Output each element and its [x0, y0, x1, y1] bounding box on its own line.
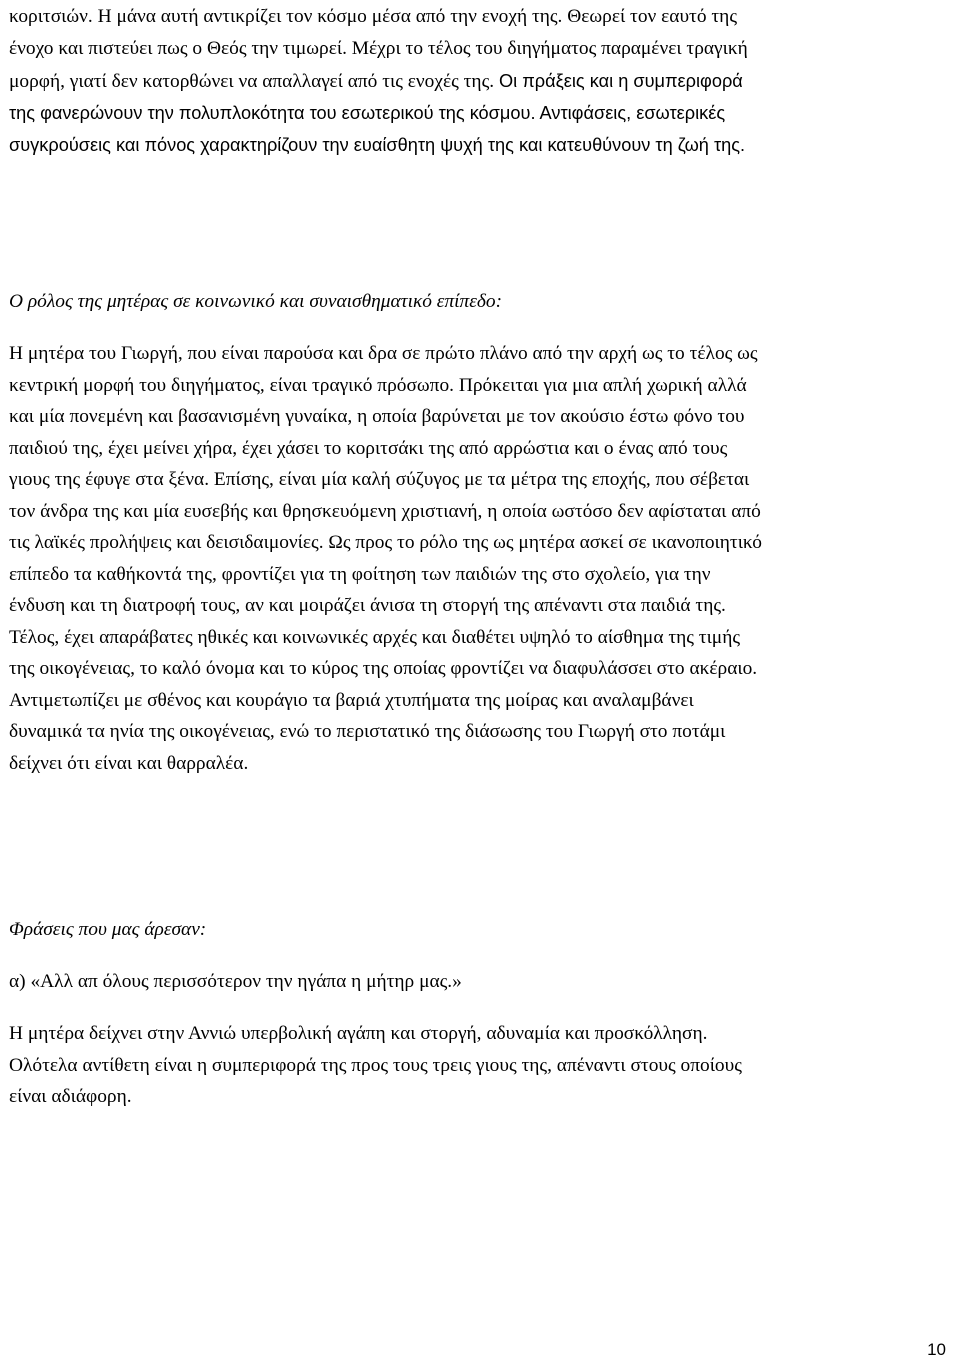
text-line	[9, 133, 745, 157]
text-run: μορφή, γιατί δεν κατορθώνει να απαλλαγεί από τις ενοχές της.	[9, 71, 499, 92]
text-run: τις λαϊκές προλήψεις και δεισιδαιμονίες. Ως προς το ρόλο της ως μητέρα ασκεί σε ικανοποιητικό	[9, 532, 762, 553]
text-line	[9, 101, 725, 125]
text-run: Αντιμετωπίζει με σθένος και κουράγιο τα βαριά χτυπήματα της μοίρας και αναλαμβάνει	[9, 689, 694, 711]
text-run: συγκρούσεις και πόνος χαρακτηρίζουν την ευαίσθητη ψυχή της και κατευθύνουν τη ζωή της.	[9, 135, 746, 155]
text-run: Οι πράξεις και η συμπεριφορά	[498, 71, 743, 91]
text-run: γιους της έφυγε στα ξένα. Επίσης, είναι μία καλή σύζυγος με τα μέτρα της εποχής, που σέβεται	[9, 469, 750, 490]
page-number: 10	[927, 1340, 946, 1359]
text-line	[9, 720, 725, 744]
text-run: ένοχο και πιστεύει πως ο Θεός την τιμωρεί. Μέχρι το τέλος του διηγήματος παραμένει τραγική	[9, 38, 748, 59]
text-run: Ολότελα αντίθετη είναι η συμπεριφορά της προς τους τρεις γιους της, απέναντι στους οποίους	[9, 1054, 742, 1076]
text-run: Η μητέρα του Γιωργή, που είναι παρούσα και δρα σε πρώτο πλάνο από την αρχή ως το τέλος ως	[9, 343, 758, 364]
text-run: τον άνδρα της και μία ευσεβής και θρησκευόμενη χριστιανή, η οποία ωστόσο δεν αφίσταται από	[9, 500, 761, 522]
text-run: κοριτσιών. Η μάνα αυτή αντικρίζει τον κόσμο μέσα από την ενοχή της. Θεωρεί τον εαυτό της	[9, 6, 738, 27]
text-line	[9, 752, 248, 776]
text-run: επίπεδο τα καθήκοντά της, φροντίζει για τη φοίτηση των παιδιών της στο σχολείο, για την	[9, 563, 711, 585]
text-line	[9, 405, 745, 429]
text-line	[9, 531, 762, 555]
text-run: της οικογένειας, το καλό όνομα και το κύρος της οποίας φροντίζει να διαφυλάσσει στο ακέραιο.	[9, 658, 758, 679]
text-run: Τέλος, έχει απαράβατες ηθικές και κοινωνικές αρχές και διαθέτει υψηλό το αίσθημα της τιμής	[9, 626, 741, 648]
text-line	[9, 1054, 742, 1078]
text-run: δυναμικά τα ηνία της οικογένειας, ενώ το περιστατικό της διάσωσης του Γιωργή στο ποτάμι	[9, 721, 726, 742]
text-line	[9, 1085, 132, 1109]
text-run: είναι αδιάφορη.	[9, 1086, 132, 1107]
text-run: ένδυση και τη διατροφή τους, αν και μοιράζει άνισα τη στοργή της απέναντι στα παιδιά της.	[9, 595, 726, 616]
text-line	[9, 594, 726, 618]
text-line	[9, 500, 761, 524]
quote-line: α) «Αλλ απ όλους περισσότερον την ηγάπα η μήτηρ μας.»	[9, 971, 462, 992]
text-line	[9, 1022, 708, 1046]
text-run: της φανερώνουν την πολυπλοκότητα του εσωτερικού της κόσμου. Αντιφάσεις, εσωτερικές	[9, 103, 726, 123]
text-run: δείχνει ότι είναι και θαρραλέα.	[9, 752, 249, 774]
text-line	[9, 5, 737, 29]
text-run: παιδιού της, έχει μείνει χήρα, έχει χάσει το κοριτσάκι της από αρρώστια και ο ένας από τους	[9, 437, 728, 459]
text-line	[9, 437, 727, 461]
text-run: Η μητέρα δείχνει στην Αννιώ υπερβολική αγάπη και στοργή, αδυναμία και προσκόλληση.	[9, 1023, 708, 1044]
text-line	[9, 689, 694, 713]
text-line	[9, 563, 711, 587]
text-line	[9, 468, 749, 492]
text-line	[9, 374, 747, 398]
text-run: και μία πονεμένη και βασανισμένη γυναίκα, η οποία βαρύνεται με τον ακούσιο έστω φόνο του	[9, 406, 745, 427]
text-line	[9, 69, 743, 93]
text-line	[9, 657, 757, 681]
text-line	[9, 626, 740, 650]
text-line	[9, 342, 758, 366]
section-heading-phrases: Φράσεις που μας άρεσαν:	[9, 919, 207, 940]
text-run: κεντρική μορφή του διηγήματος, είναι τραγικό πρόσωπο. Πρόκειται για μια απλή χωρική αλλά	[9, 374, 747, 396]
text-line	[9, 37, 748, 61]
section-heading-mother-role: Ο ρόλος της μητέρας σε κοινωνικό και συναισθηματικό επίπεδο:	[9, 291, 503, 312]
